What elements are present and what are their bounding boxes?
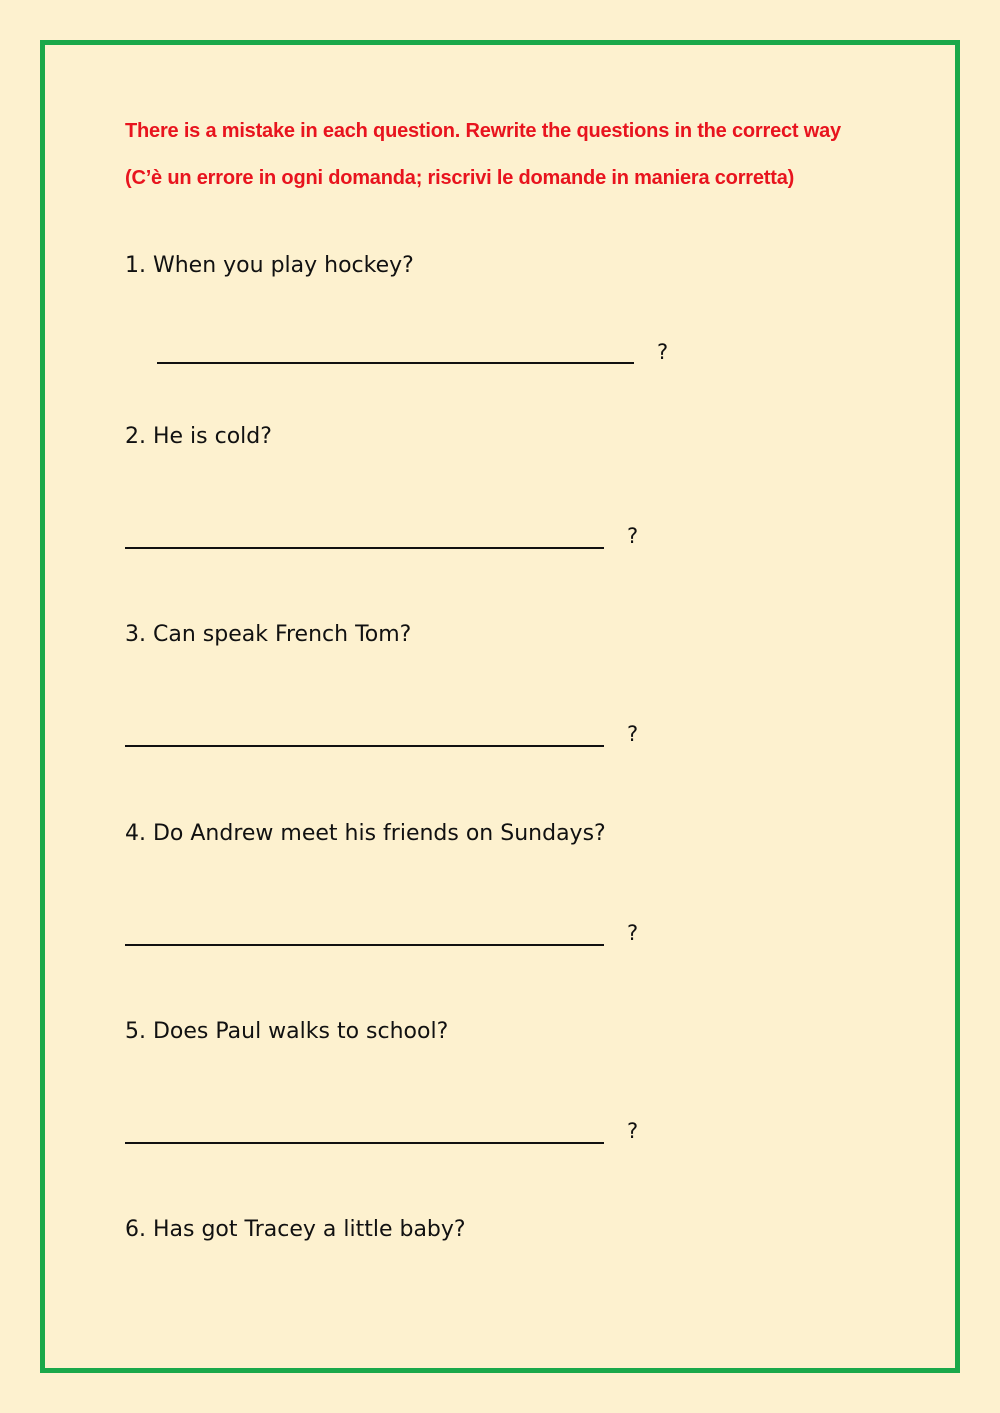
question-mark-2: ?: [627, 524, 639, 548]
instruction-english: There is a mistake in each question. Rewrite the questions in the correct way: [125, 120, 841, 142]
question-mark-3: ?: [627, 722, 639, 746]
question-mark-1: ?: [657, 340, 669, 364]
answer-input-2[interactable]: [125, 518, 604, 548]
answer-line-3: [125, 745, 604, 747]
instruction-italian: (C’è un errore in ogni domanda; riscrivi le domande in maniera corretta): [125, 167, 795, 189]
answer-input-1[interactable]: [157, 334, 634, 364]
question-4: 4. Do Andrew meet his friends on Sundays?: [125, 821, 606, 846]
answer-input-3[interactable]: [125, 716, 604, 746]
question-2: 2. He is cold?: [125, 424, 272, 449]
question-1: 1. When you play hockey?: [125, 253, 414, 278]
answer-input-4[interactable]: [125, 915, 604, 945]
worksheet-border: [40, 40, 960, 1373]
answer-line-2: [125, 547, 604, 549]
question-mark-4: ?: [627, 921, 639, 945]
answer-input-5[interactable]: [125, 1113, 604, 1143]
question-mark-5: ?: [627, 1119, 639, 1143]
question-5: 5. Does Paul walks to school?: [125, 1019, 449, 1044]
question-6: 6. Has got Tracey a little baby?: [125, 1217, 466, 1242]
question-3: 3. Can speak French Tom?: [125, 622, 412, 647]
answer-line-5: [125, 1142, 604, 1144]
answer-line-1: [157, 362, 634, 364]
answer-line-4: [125, 944, 604, 946]
